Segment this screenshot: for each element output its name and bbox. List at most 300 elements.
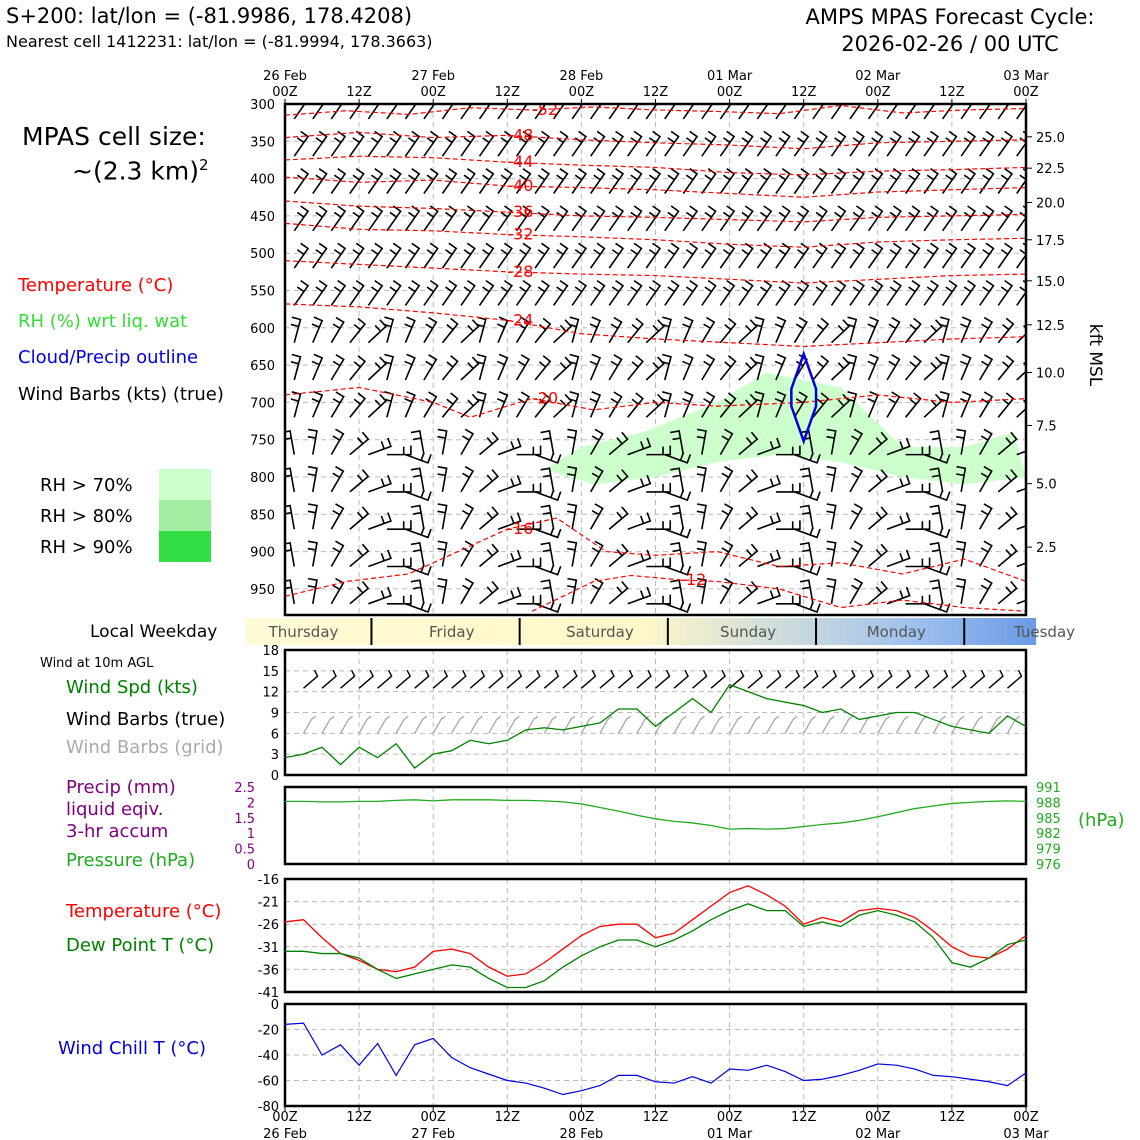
wind-barb [405,206,419,231]
temperature-contour-label: -52 [532,99,559,119]
wind-barb [405,392,415,418]
weekday-name: Saturday [566,623,634,641]
wind-barb [331,504,343,529]
windchill-y-tick-label: -40 [257,1049,279,1064]
wind-barb [1017,131,1031,156]
wind-barb [697,504,706,529]
wind-barb [906,169,920,194]
wind-barb [438,467,447,492]
bottom-time-date: 26 Feb [263,1127,307,1140]
nearest-cell-subtitle: Nearest cell 1412231: lat/lon = (-81.9994, 178.3663) [6,32,433,51]
wind-barb [308,541,317,566]
wind-barb [1017,587,1040,604]
wind-barb [739,470,757,492]
top-time-hour: 12Z [642,85,669,100]
wind-barb [368,475,391,492]
wind-barb [628,243,642,268]
wind-barb [535,243,549,268]
wind-barb [591,541,603,566]
wind-barb [411,580,424,604]
location-title: S+200: lat/lon = (-81.9986, 178.4208) [6,4,413,28]
wind-barb [554,320,572,343]
bottom-time-date: 27 Feb [411,1127,456,1140]
wind10m-grid-barb [785,716,797,733]
wind-barb [831,206,845,231]
wind10m-barb [396,670,410,688]
wind-barb [924,243,938,268]
wind-barb [461,504,473,529]
wind-barb [609,355,621,380]
wind-barb [720,318,735,342]
wind-barb [850,504,862,529]
pressure-tick-label: 985 [1036,811,1061,827]
wind-barb [628,281,642,306]
wind-barb [476,355,486,381]
legend-windchill: Wind Chill T (°C) [58,1038,206,1059]
wind-barb [590,354,600,380]
wind-barb [702,355,714,380]
cell-size-label: MPAS cell size: [22,122,206,151]
wind-barb [442,131,456,156]
wind-barb [998,507,1016,529]
wind-barb [661,355,671,381]
wind-barb [442,243,456,268]
wind-barb [720,356,735,380]
wind-barb [609,507,627,529]
wind10m-grid-barb [378,716,390,733]
wind-barb [757,513,780,530]
wind-barb [331,541,343,566]
wind-barb [312,354,322,380]
wind-barb [308,429,317,454]
top-time-hour: 00Z [716,85,743,100]
wind-barb [480,432,498,454]
wind10m-y-tick-label: 15 [262,664,279,680]
top-time-date: 28 Feb [559,69,604,84]
wind-barb [313,169,327,194]
temp-y-tick-label: -21 [257,895,279,911]
wind-barb [924,94,938,119]
height-tick-label: 15.0 [1036,274,1065,290]
wind-barb [628,318,643,342]
bottom-time-date: 01 Mar [706,1127,753,1140]
wind10m-grid-barb [841,716,853,733]
wind-barb [980,94,994,119]
wind-barb [313,94,327,119]
weekday-label: Local Weekday [90,622,218,642]
wind-barb [906,243,920,268]
wind-barb [956,504,965,529]
wind-barb [411,543,424,567]
legend-rh: RH (%) wrt liq. wat [18,311,188,332]
wind-barb [368,131,382,156]
wind-barb [411,506,424,530]
wind-barb [869,169,883,194]
wind-barb [868,354,878,380]
wind10m-barb [359,670,373,688]
wind-barb [1017,281,1031,306]
wind-barb [739,357,757,380]
bottom-time-hour: 00Z [568,1110,595,1125]
wind-barb [998,356,1013,380]
wind-barb [682,317,692,343]
wind-barb [497,392,507,418]
wind-barb [661,392,671,418]
wind-barb [697,467,706,492]
wind-barb [517,392,529,417]
pressure-tick-label: 979 [1036,842,1061,858]
temperature-contour-label: -32 [507,224,534,244]
wind-barb [591,504,603,529]
wind10m-grid-barb [674,716,686,733]
wind-barb [868,317,878,343]
wind-barb [497,317,507,343]
wind-barb [281,506,294,530]
wind-barb [980,318,992,343]
wind-barb [720,206,734,231]
wind-barb [850,579,862,604]
wind-barb [424,169,438,194]
wind-barb [384,392,394,418]
pressure-tick-label: 700 [250,396,275,412]
wind-barb [569,392,579,418]
wind-barb [308,504,317,529]
wind-barb [331,467,343,492]
temperature-contour-label: -40 [507,176,534,196]
wind-barb [480,470,498,492]
wind-barb [850,467,862,492]
wind10m-y-tick-label: 9 [270,706,279,722]
wind-barb [517,281,531,306]
wind-barb [665,169,679,194]
wind-barb [683,94,697,119]
wind-barb [312,392,322,418]
wind-barb [461,394,479,417]
weekday-name: Monday [866,623,926,641]
wind-barb [887,318,899,343]
precip-tick-label: 2 [246,796,255,812]
wind-barb [461,357,479,380]
wind-barb [980,504,992,529]
wind-barb [980,281,994,306]
wind-barb [572,206,586,231]
wind-barb [554,243,568,268]
top-time-date: 02 Mar [855,69,901,84]
wind-barb [461,131,475,156]
temperature-contour-label: -12 [680,569,707,589]
height-tick-label: 2.5 [1036,541,1057,557]
legend-wind-barbs-true: Wind Barbs (true) [66,709,226,730]
wind-barb [331,355,343,380]
wind-barb [980,206,994,231]
wind-barb [813,318,828,342]
wind-barb [939,355,949,381]
wind-barb [906,281,920,306]
legend-wind-barbs-grid: Wind Barbs (grid) [66,737,224,758]
wind-barb [480,169,494,194]
legend-rh90: RH > 90% [40,537,133,558]
wind-barb [924,394,942,417]
wind-barb [831,94,845,119]
wind-barb [572,243,586,268]
wind-barb [720,243,734,268]
wind-barb [887,475,910,492]
wind-barb [887,206,901,231]
wind-barb [424,206,438,231]
wind-barb [800,543,813,567]
wind10m-barb [822,670,836,688]
wind10m-barb [489,670,503,688]
pressure-tick-label: 900 [250,545,275,561]
wind-barb [609,318,621,343]
wind-barb [961,243,975,268]
wind-barb [387,94,401,119]
wind10m-barb [804,670,818,688]
wind-barb [739,131,753,156]
wind10m-barb [1007,670,1021,688]
wind-barb [980,355,992,380]
wind-barb [1017,169,1031,194]
wind-barb [609,544,627,566]
wind-barb [554,206,568,231]
wind-barb [350,206,364,231]
wind-barb [930,543,943,567]
wind-barb [368,357,386,380]
pressure-tick-label: 650 [250,359,275,375]
temp-y-tick-label: -31 [257,940,279,956]
wind-barb [757,94,771,119]
wind-barb [569,355,579,381]
height-tick-label: 10.0 [1036,366,1065,382]
wind-barb [384,355,394,381]
wind10m-barb [841,670,855,688]
wind10m-y-tick-label: 12 [262,685,279,701]
wind-barb [646,243,660,268]
wind-barb [980,541,992,566]
wind10m-grid-barb [711,716,723,733]
pressure-tick-label: 600 [250,321,275,337]
wind-barb [572,281,586,306]
wind-barb [776,243,790,268]
bottom-time-date: 03 Mar [1003,1127,1049,1140]
wind-barb [609,94,623,119]
wind10m-grid-barb [693,716,705,733]
wind-barb [757,281,771,306]
height-tick-label: 7.5 [1036,419,1057,435]
wind10m-barbs-true [304,670,1022,688]
wind-barb [591,169,605,194]
wind-barb [682,354,692,380]
wind-barb [702,94,716,119]
wind10m-grid-barb [915,716,927,733]
wind-barb [697,541,706,566]
wind-barb [754,317,764,343]
wind-barb [591,281,605,306]
wind-barb [461,467,473,492]
height-tick-label: 5.0 [1036,477,1057,493]
height-tick-label: 20.0 [1036,196,1065,212]
wind-barb [368,320,386,343]
wind-barb [887,243,901,268]
wind-barb [567,579,576,604]
wind-barb [331,429,343,454]
wind-barb [906,131,920,156]
wind-barb [757,169,771,194]
wind-barb [961,131,975,156]
windchill-y-tick-label: -20 [257,1023,279,1039]
legend-rh80: RH > 80% [40,506,133,527]
wind-barb [294,281,308,306]
wind-barb [541,580,554,604]
cell-size-exponent: 2 [199,156,209,174]
wind10m-barb [415,670,429,688]
wind-barb [960,354,970,380]
wind-barb [609,206,623,231]
wind-barb [368,513,391,530]
wind-barb [930,580,943,604]
wind-barb [887,281,901,306]
wind-barb [567,429,576,454]
wind10m-barb [896,670,910,688]
wind-barb [480,281,494,306]
wind-barb [998,393,1013,417]
pressure-tick-label: 500 [250,247,275,263]
wind10m-grid-barb [452,716,464,733]
wind-barb [609,392,621,417]
wind-barb [609,243,623,268]
wind-barb [569,317,579,343]
wind-barb [887,550,910,567]
wind-barb [702,243,716,268]
wind-barb [368,206,382,231]
wind-barb [411,431,424,455]
wind-barb [405,354,415,380]
legend-precip: Precip (mm) [66,777,176,798]
wind-barb [794,318,806,343]
bottom-time-hour: 00Z [420,1110,446,1125]
height-axis-label: kft MSL [1085,323,1105,387]
wind10m-grid-barb [322,716,334,733]
wind-barb [906,393,921,417]
wind-barb [442,356,457,380]
wind-barb [980,243,994,268]
top-time-hour: 00Z [568,85,595,100]
pressure-tick-label: 550 [250,284,275,300]
pressure-tick-label: 988 [1036,796,1061,812]
wind-barb [424,243,438,268]
wind-barb [646,281,660,306]
wind-barb [368,587,391,604]
wind-barb [405,243,419,268]
wind10m-barb [452,670,466,688]
windchill-y-tick-label: -80 [257,1100,279,1115]
wind10m-barb [526,670,540,688]
temperature-contour-label: -48 [507,125,534,145]
wind-barb [1017,243,1031,268]
wind-barb [980,131,994,156]
wind-barb [497,354,507,380]
wind-barb [308,467,317,492]
weekday-name: Tuesday [1014,623,1076,641]
wind-barb [906,356,921,380]
wind-barb [609,169,623,194]
wind-barb [739,544,757,566]
wind-barb [646,131,660,156]
wind-barb [800,580,813,604]
wind-barb [628,513,651,530]
legend-temp: Temperature (°C) [66,901,222,922]
wind-barb [775,317,785,343]
wind-barb [350,318,365,342]
wind-barb [424,355,436,380]
wind-barb [368,394,386,417]
wind-barb [387,243,401,268]
wind-barb [998,131,1012,156]
wind-barb [480,507,498,529]
forecast-cycle-label: AMPS MPAS Forecast Cycle: [805,5,1095,29]
top-time-hour: 00Z [272,85,298,100]
wind-barb [294,131,308,156]
wind-barb [1017,513,1040,530]
wind-barb [350,281,364,306]
wind-barb [609,131,623,156]
wind-barb [683,243,697,268]
bottom-time-hour: 12Z [939,1110,965,1125]
wind-barb [628,550,651,567]
wind-barb [628,587,651,604]
wind-barb [535,169,549,194]
wind10m-barb [785,670,799,688]
wind-barb [943,243,957,268]
height-tick-label: 17.5 [1036,233,1065,249]
wind-barb [438,579,447,604]
top-time-hour: 12Z [790,85,817,100]
wind-barb [313,281,327,306]
wind10m-y-tick-label: 0 [270,769,279,784]
wind-barb [609,281,623,306]
temperature-contour-label: -36 [507,202,534,222]
pressure-tick-label: 950 [250,582,275,598]
wind-barb [442,281,456,306]
wind10m-barbs-grid [304,716,1020,733]
wind-barb [720,504,732,529]
legend-precip-accum: 3-hr accum [66,821,169,842]
wind-barb [480,243,494,268]
wind10m-barb [600,670,614,688]
wind-barb [831,169,845,194]
bottom-time-date: 02 Mar [855,1127,901,1140]
wind10m-barb [748,670,762,688]
wind-barb [476,317,486,343]
wind10m-grid-barb [822,716,834,733]
wind-barb [813,131,827,156]
wind-barb [739,281,753,306]
pressure-tick-label: 450 [250,209,275,225]
wind-barb [757,475,780,492]
pressure-tick-label: 991 [1036,781,1061,796]
wind-barb [281,431,294,455]
wind-barb [757,243,771,268]
wind-barb [480,94,494,119]
wind-barb [961,281,975,306]
wind10m-y-tick-label: 3 [270,748,279,764]
wind10m-barb [970,670,984,688]
rh70-swatch [159,469,211,500]
legend-dewpoint: Dew Point T (°C) [66,935,215,956]
wind-barb [591,206,605,231]
wind-barb [442,318,457,342]
wind-barb [998,243,1012,268]
